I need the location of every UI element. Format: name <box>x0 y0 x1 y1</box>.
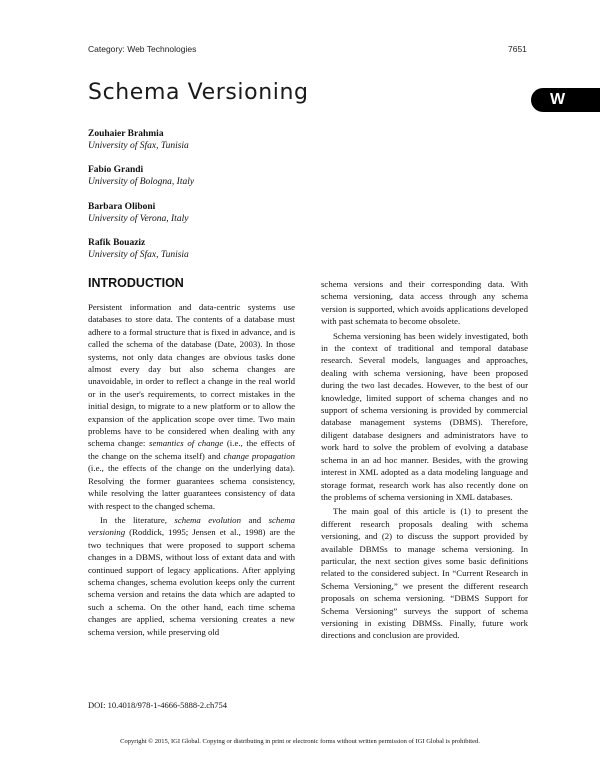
left-column <box>88 301 295 638</box>
running-header-category: Category: Web Technologies <box>88 44 197 54</box>
paragraph-text: Persistent information and data-centric systems use databases to store data. The contents of a database must adhere to a formal structure that is fixed in advance, and is called the schema of the database (Date, 2003). In those systems, not only data changes are obvious tasks done almost every day but also schema changes are unavoidable, in order to reflect a change in the real world or in the user's requirements, to correct mistakes in the initial design, to migrate to a new platform or to allow the expansion of the application scope over time. Two main problems have to be considered when dealing with any schema change: <box>88 302 295 449</box>
author-block <box>88 201 348 237</box>
section-tab <box>531 88 600 112</box>
author-name: Rafik Bouaziz <box>88 238 146 248</box>
paragraph-4: The main goal of this article is (1) to present the different research proposals dealing with schema versioning, and (2) to discuss the support provided by available DBMSs to manage schema versioning. In particular, the next section gives some basic definitions related to the considered subject. In “Current Research in Schema Versioning,” we present the different research proposals on schema versioning. “DBMS Support for Schema Versioning” surveys the support of schema versioning in existing DBMSs. Finally, future work directions and conclusion are provided. <box>321 506 528 641</box>
doi-line: DOI: 10.4018/978-1-4666-5888-2.ch754 <box>88 700 228 710</box>
author-affiliation: University of Sfax, Tunisia <box>88 141 189 151</box>
paragraph-1 <box>88 301 295 512</box>
author-affiliation: University of Verona, Italy <box>88 214 189 224</box>
paragraph-3: Schema versioning has been widely investigated, both in the context of traditional and temporal database research. Several models, languages and approaches, dealing with schema versioning, have been proposed during the two last decades. However, to the best of our knowledge, limited support of schema changes and no support of schema versioning is provided by commercial database management systems (DBMS). Therefore, diligent database designers and administrators have to work hard to solve the problem of evolving a database schema in an ad hoc manner. Besides, with the growing interest in XML adopted as a data modeling language and storage format, research work has also recently done on the problems of schema versioning in XML databases. <box>321 330 528 502</box>
author-name: Zouhaier Brahmia <box>88 129 164 139</box>
paragraph-text: (i.e., the effects of the change on the underlying data). Resolving the former guarantees schema consistency, while resolving the latter guarantees consistency of data with respect to the changed schema. <box>88 463 295 511</box>
paragraph-2 <box>88 514 295 638</box>
emphasis-term: schema evolution <box>174 514 241 525</box>
paragraph-text: and <box>240 514 269 525</box>
copyright-notice: Copyright © 2015, IGI Global. Copying or distributing in print or electronic forms without written permission of IGI Global is prohibited. <box>120 738 480 745</box>
article-title: Schema Versioning <box>88 80 309 105</box>
author-block <box>88 237 348 261</box>
paragraph-text: (i.e., the effects of the change on the schema itself) and <box>88 438 296 461</box>
emphasis-term: schema versioning <box>88 514 295 538</box>
author-list <box>88 128 348 261</box>
page-number: 7651 <box>508 44 527 54</box>
author-block <box>88 128 348 164</box>
paragraph-2-continued: schema versions and their corresponding data. With schema versioning, data access through any schema version is supported, which avoids applications developed with past schemata to become obsolete. <box>321 279 528 327</box>
author-affiliation: University of Sfax, Tunisia <box>88 250 189 260</box>
paragraph-text: (Roddick, 1995; Jensen et al., 1998) are the two techniques that were proposed to support schema changes in a DBMS, without loss of extant data and with continued support of legacy applications. After applying schema changes, schema evolution keeps only the current schema version and retains the data which are adapted to such a schema. On the other hand, each time schema changes are applied, schema versioning creates a new schema version, while preserving old <box>88 527 295 637</box>
right-column <box>321 278 528 642</box>
paragraph-text: In the literature, <box>100 514 175 525</box>
author-affiliation: University of Bologna, Italy <box>88 177 195 187</box>
emphasis-term: semantics of change <box>149 438 224 449</box>
author-name: Barbara Oliboni <box>88 202 156 212</box>
emphasis-term: change propagation <box>223 450 295 461</box>
author-name: Fabio Grandi <box>88 165 144 175</box>
author-block <box>88 164 348 201</box>
section-tab-letter: W <box>549 91 566 108</box>
section-heading-introduction: INTRODUCTION <box>88 276 184 290</box>
